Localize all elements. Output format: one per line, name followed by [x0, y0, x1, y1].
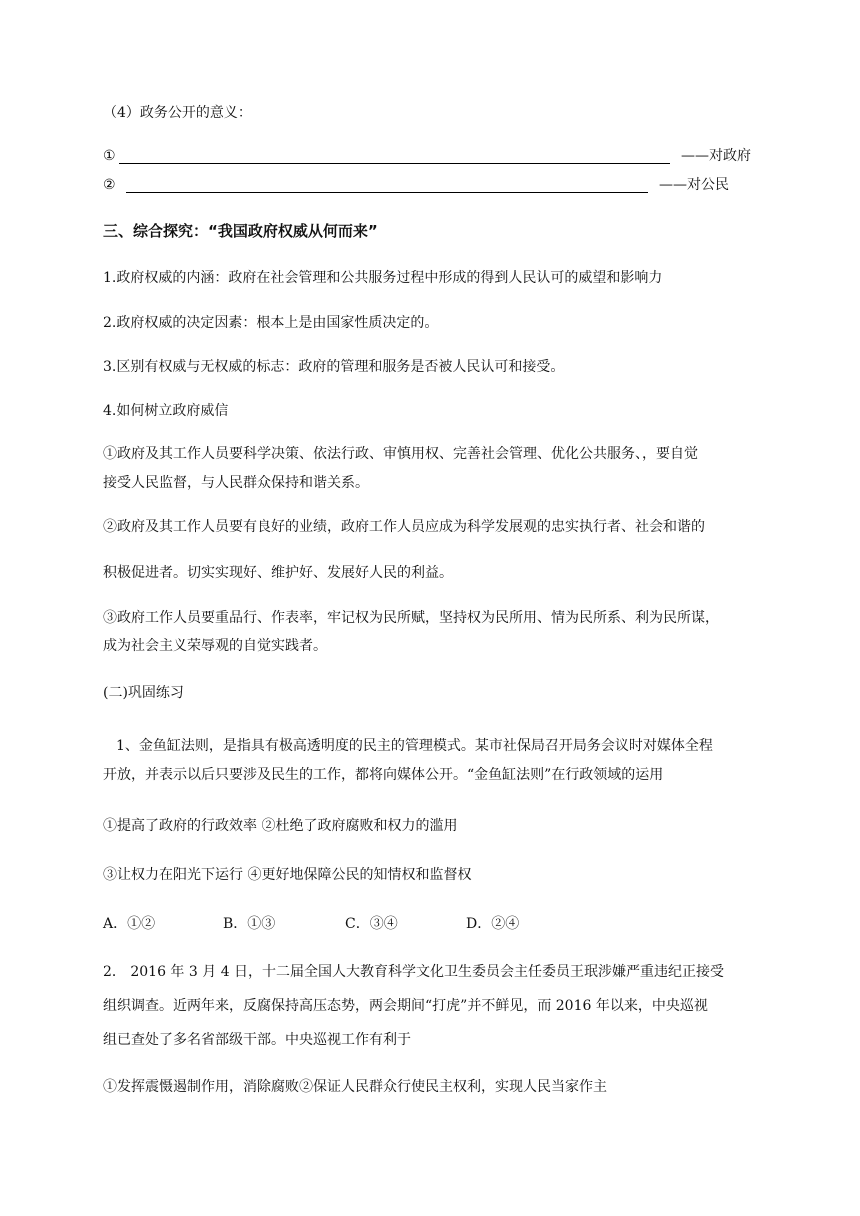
blank-marker-1: ①	[103, 148, 116, 164]
fill-blank-row-1	[103, 146, 116, 166]
question-1-line-1: 1、金鱼缸法则，是指具有极高透明度的民主的管理模式。某市社保局召开局务会议时对媒体全程	[116, 738, 713, 754]
question-2-line-2: 组织调查。近两年来，反腐保持高压态势，两会期间“打虎”并不鲜见，而 2016 年以来，中央巡视	[103, 998, 708, 1014]
choice-a: A．①②	[103, 916, 156, 932]
question-2-line-3: 组已查处了多名省部级干部。中央巡视工作有利于	[103, 1032, 411, 1048]
question-1-options-line-2: ③让权力在阳光下运行 ④更好地保障公民的知情权和监督权	[103, 867, 472, 883]
paragraph-1: 1.政府权威的内涵：政府在社会管理和公共服务过程中形成的得到人民认可的威望和影响力	[103, 270, 663, 286]
item-1-line-2: 接受人民监督，与人民群众保持和谐关系。	[103, 475, 369, 491]
blank-marker-2: ②	[103, 177, 116, 193]
fill-blank-row-2	[103, 175, 116, 195]
item-3-line-2: 成为社会主义荣辱观的自觉实践者。	[103, 638, 327, 654]
question-1-line-2: 开放，并表示以后只要涉及民生的工作，都将向媒体公开。“金鱼缸法则”在行政领域的运用	[103, 767, 664, 783]
practice-heading: (二)巩固练习	[103, 685, 184, 701]
blank-suffix-1: ——对政府	[681, 148, 751, 164]
blank-suffix-2: ——对公民	[659, 177, 729, 193]
item-1-line-1: ①政府及其工作人员要科学决策、依法行政、审慎用权、完善社会管理、优化公共服务、，要自觉	[103, 446, 698, 462]
question-1-options-line-1: ①提高了政府的行政效率 ②杜绝了政府腐败和权力的滥用	[103, 818, 458, 834]
fill-blank-line-2	[126, 192, 648, 193]
item-3-line-1: ③政府工作人员要重品行、作表率，牢记权为民所赋，坚持权为民所用、情为民所系、利为民所谋，	[103, 610, 719, 626]
section4-title: （4）政务公开的意义：	[103, 105, 252, 121]
choice-c: C．③④	[345, 916, 398, 932]
fill-blank-line-1	[119, 163, 670, 164]
paragraph-3: 3.区别有权威与无权威的标志：政府的管理和服务是否被人民认可和接受。	[103, 359, 565, 375]
section3-heading: 三、综合探究：“我国政府权威从何而来”	[103, 222, 378, 240]
choice-d: D．②④	[466, 916, 520, 932]
paragraph-2: 2.政府权威的决定因素：根本上是由国家性质决定的。	[103, 315, 439, 331]
paragraph-4: 4.如何树立政府威信	[103, 403, 229, 419]
item-2-line-1: ②政府及其工作人员要有良好的业绩，政府工作人员应成为科学发展观的忠实执行者、社会和谐的	[103, 519, 705, 535]
choice-b: B．①③	[223, 916, 276, 932]
question-2-line-1: 2． 2016 年 3 月 4 日，十二届全国人大教育科学文化卫生委员会主任委员王珉涉嫌严重违纪正接受	[103, 964, 725, 980]
question-2-options-line-1: ①发挥震慑遏制作用，消除腐败②保证人民群众行使民主权利，实现人民当家作主	[103, 1079, 607, 1095]
item-2-line-2: 积极促进者。切实实现好、维护好、发展好人民的利益。	[103, 565, 453, 581]
